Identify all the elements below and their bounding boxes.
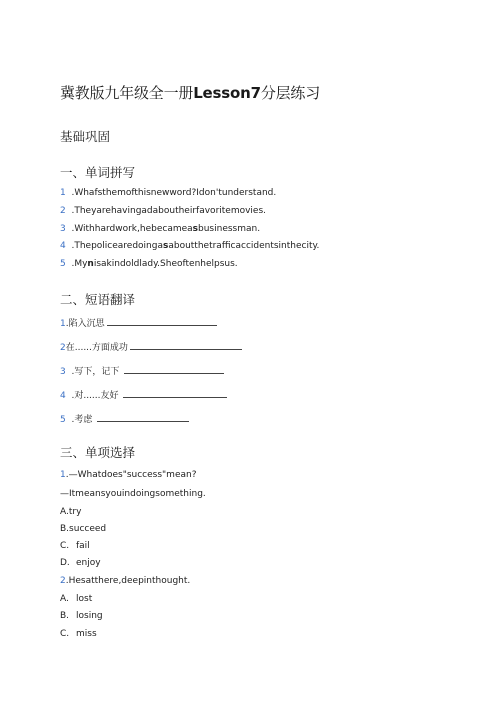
item-number: 2: [60, 206, 66, 216]
item-text: .考虑: [71, 415, 93, 425]
mc-q1-option-c[interactable]: [60, 541, 90, 551]
mc-q1-option-b[interactable]: [60, 524, 106, 534]
item-text-c: businessman.: [198, 224, 261, 234]
mc-q2-option-c[interactable]: [60, 629, 97, 639]
option-text: losing: [76, 611, 103, 621]
mc-q2-option-b[interactable]: [60, 611, 103, 621]
item-number: 5: [60, 259, 66, 269]
option-text: miss: [76, 629, 97, 639]
option-text: succeed: [69, 524, 107, 534]
mc-q1-option-d[interactable]: [60, 558, 101, 568]
item-number: 5: [60, 415, 66, 425]
item-text-c: aboutthetrafficaccidentsinthecity.: [168, 241, 320, 251]
spelling-item-4: [60, 241, 319, 251]
answer-blank[interactable]: [124, 364, 224, 374]
mc-question-2-stem: [60, 576, 190, 586]
question-text: .—Whatdoes"success"mean?: [65, 470, 197, 480]
phrase-item-1: [60, 316, 217, 329]
answer-blank[interactable]: [130, 340, 242, 350]
item-hint-letter: s: [192, 224, 199, 234]
item-text: .写下，记下: [71, 367, 120, 377]
item-number: 4: [60, 391, 66, 401]
option-text: enjoy: [76, 558, 101, 568]
answer-blank[interactable]: [123, 388, 227, 398]
item-hint-letter: n: [87, 259, 94, 269]
option-letter: D.: [60, 558, 70, 568]
item-hint-letter: s: [162, 241, 169, 251]
item-text-c: isakindoldlady.Sheoftenhelpsus.: [93, 259, 238, 269]
option-letter: C.: [60, 541, 70, 551]
item-text-a: .Withhardwork,hebecamea: [71, 224, 193, 234]
option-letter: A.: [60, 594, 69, 604]
spelling-item-2: [60, 206, 266, 216]
mc-question-1-reply: —Itmeansyouindoingsomething.: [60, 489, 206, 499]
title-prefix: 冀教版九年级全一册: [60, 84, 194, 102]
phrase-item-5: [60, 412, 189, 425]
title-lesson: Lesson7: [193, 84, 261, 102]
spelling-item-3: [60, 224, 260, 234]
mc-q2-option-a[interactable]: [60, 594, 92, 604]
question-number: 1: [60, 470, 66, 480]
item-number: 4: [60, 241, 66, 251]
option-text: try: [68, 507, 82, 517]
item-text: .Whafsthemofthisnewword?Idon'tunderstand.: [71, 188, 277, 198]
mc-q1-option-a[interactable]: [60, 507, 81, 517]
option-letter: C.: [60, 629, 70, 639]
spelling-item-5: [60, 259, 238, 269]
answer-blank[interactable]: [107, 316, 217, 326]
phrase-item-2: [60, 340, 242, 353]
item-number: 1: [60, 188, 66, 198]
section-basic-heading: 基础巩固: [60, 129, 111, 144]
answer-blank[interactable]: [97, 412, 189, 422]
item-number: 3: [60, 224, 66, 234]
question-number: 2: [60, 576, 66, 586]
item-text-a: .My: [71, 259, 88, 269]
item-text: .对......友好: [71, 391, 119, 401]
item-text: .Theyarehavingadaboutheirfavoritemovies.: [71, 206, 267, 216]
item-number: 2: [60, 343, 66, 353]
item-number: 1: [60, 319, 66, 329]
item-text-a: .Thepolicearedoinga: [71, 241, 163, 251]
phrase-item-4: [60, 388, 227, 401]
option-text: fail: [76, 541, 90, 551]
option-text: lost: [76, 594, 93, 604]
option-letter: B.: [60, 611, 70, 621]
mc-question-1-stem: [60, 470, 196, 480]
section1-heading: 一、单词拼写: [60, 165, 136, 180]
title-suffix: 分层练习: [260, 84, 321, 102]
item-text: 在......方面成功: [65, 343, 128, 353]
item-text: .陷入沉思: [65, 319, 105, 329]
page-title: [60, 82, 320, 103]
spelling-item-1: [60, 188, 276, 198]
item-number: 3: [60, 367, 66, 377]
question-text: .Hesatthere,deepinthought.: [65, 576, 191, 586]
section3-heading: 三、单项选择: [60, 445, 136, 460]
section2-heading: 二、短语翻译: [60, 292, 136, 307]
phrase-item-3: [60, 364, 224, 377]
option-letter: A.: [60, 507, 69, 517]
option-letter: B.: [60, 524, 70, 534]
